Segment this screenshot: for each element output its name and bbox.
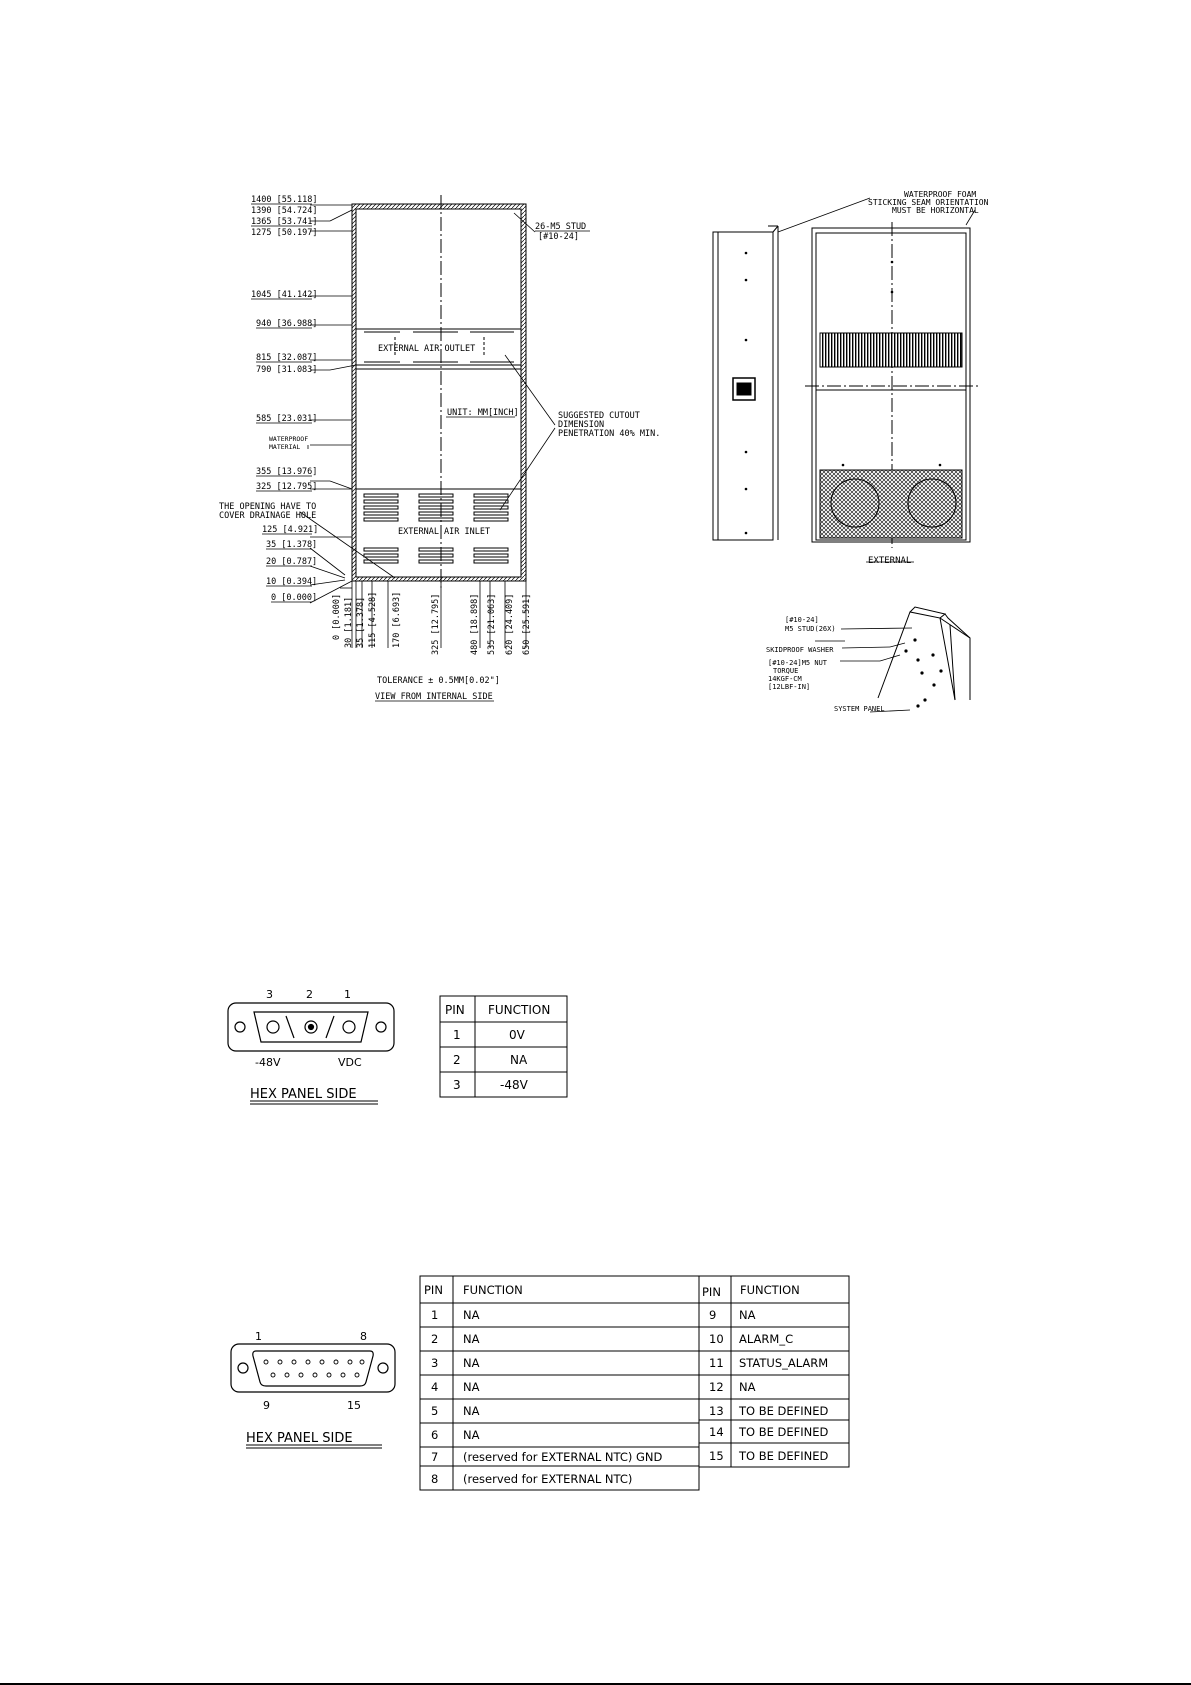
outlet-label: EXTERNAL AIR OUTLET (378, 344, 476, 354)
dim-label: 535 [21.063] (487, 593, 497, 655)
dim-label: 1275 [50.197] (251, 228, 318, 238)
pin-number: 3 (266, 988, 273, 1001)
left-dimension-labels (251, 195, 318, 603)
opening-callout: THE OPENING HAVE TO (219, 502, 317, 512)
dim-label: 620 [24.409] (505, 593, 515, 655)
function-cell: NA (739, 1380, 756, 1394)
table-header: PIN (702, 1285, 721, 1299)
stud-callout: 26-M5 STUD (535, 222, 587, 232)
pin-number: 15 (347, 1399, 361, 1412)
stud-callout-inch: [#10-24] (538, 232, 579, 242)
detail-note: M5 STUD(26X) (785, 625, 836, 633)
dim-label: 125 [4.921] (262, 525, 319, 535)
cutout-callout: PENETRATION 40% MIN. (558, 429, 661, 439)
function-cell: NA (463, 1332, 480, 1346)
pin-cell: 2 (431, 1332, 439, 1346)
cutout-callout: DIMENSION (558, 420, 605, 430)
detail-note: [12LBF-IN] (768, 683, 811, 691)
table-header: PIN (445, 1003, 465, 1017)
pin-cell: 14 (709, 1425, 724, 1439)
voltage-label: VDC (338, 1056, 362, 1069)
dim-label: 650 [25.591] (522, 593, 532, 655)
pin-cell: 6 (431, 1428, 439, 1442)
detail-note: [#10-24]M5 NUT (768, 659, 828, 667)
view-caption: VIEW FROM INTERNAL SIDE (375, 692, 493, 702)
dim-label: 170 [6.693] (392, 591, 402, 648)
table-header: FUNCTION (463, 1283, 523, 1297)
detail-note: 14KGF-CM (768, 675, 802, 683)
pin-cell: 3 (453, 1078, 461, 1092)
pin-number: 1 (344, 988, 351, 1001)
bottom-dimension-labels (332, 592, 532, 655)
waterproof-callout: MATERIAL (269, 443, 301, 451)
function-cell: TO BE DEFINED (739, 1449, 829, 1463)
waterproof-callout: WATERPROOF (269, 435, 309, 443)
function-cell: NA (463, 1428, 480, 1442)
pin-cell: 1 (453, 1028, 461, 1042)
pin-cell: 2 (453, 1053, 461, 1067)
connector-caption: HEX PANEL SIDE (250, 1087, 357, 1102)
tolerance-note: TOLERANCE ± 0.5MM[0.02"] (377, 676, 500, 686)
detail-note: SKIDPROOF WASHER (766, 646, 834, 654)
function-cell: -48V (500, 1078, 528, 1092)
external-view-drawing (713, 198, 980, 562)
pin-number: 2 (306, 988, 313, 1001)
detail-note: TORQUE (773, 667, 799, 675)
dim-label: 355 [13.976] (256, 467, 318, 477)
pin-cell: 4 (431, 1380, 439, 1394)
pin-cell: 5 (431, 1404, 439, 1418)
pin-cell: 8 (431, 1472, 439, 1486)
function-cell: TO BE DEFINED (739, 1404, 829, 1418)
foam-note: STICKING SEAM ORIENTATION (868, 198, 989, 207)
pin-cell: 3 (431, 1356, 439, 1370)
function-cell: NA (463, 1404, 480, 1418)
dim-label: 585 [23.031] (256, 414, 318, 424)
cutout-callout: SUGGESTED CUTOUT (558, 411, 640, 421)
dim-label: 30 [1.181] (344, 596, 354, 648)
function-cell: (reserved for EXTERNAL NTC) GND (463, 1450, 663, 1464)
stud-detail-drawing (815, 607, 970, 712)
table-header: PIN (424, 1283, 443, 1297)
function-cell: NA (739, 1308, 756, 1322)
pin-cell: 7 (431, 1450, 439, 1464)
dim-label: 940 [36.988] (256, 319, 318, 329)
internal-view-drawing (300, 195, 555, 648)
dim-label: 1390 [54.724] (251, 206, 318, 216)
table-header: FUNCTION (740, 1283, 800, 1297)
power-connector (228, 1003, 394, 1051)
pin-cell: 9 (709, 1308, 717, 1322)
function-cell: TO BE DEFINED (739, 1425, 829, 1439)
pin-cell: 13 (709, 1404, 724, 1418)
dim-label: 1365 [53.741] (251, 217, 318, 227)
opening-callout: COVER DRAINAGE HOLE (219, 511, 317, 521)
pin-cell: 1 (431, 1308, 439, 1322)
pin-cell: 10 (709, 1332, 724, 1346)
connector-caption: HEX PANEL SIDE (246, 1431, 353, 1446)
function-cell: NA (463, 1380, 480, 1394)
foam-note: WATERPROOF FOAM (904, 190, 977, 199)
dim-label: 20 [0.787] (266, 557, 318, 567)
dim-label: 0 [0.000] (271, 593, 318, 603)
inlet-label: EXTERNAL AIR INLET (398, 527, 491, 537)
function-cell: STATUS_ALARM (739, 1356, 829, 1370)
dim-label: 790 [31.083] (256, 365, 318, 375)
detail-note: [#10-24] (785, 616, 819, 624)
function-cell: (reserved for EXTERNAL NTC) (463, 1472, 633, 1486)
signal-connector (231, 1344, 395, 1392)
dim-label: 35 [1.378] (266, 540, 318, 550)
pin-cell: 15 (709, 1449, 724, 1463)
pin-cell: 11 (709, 1356, 724, 1370)
pin-cell: 12 (709, 1380, 724, 1394)
function-cell: NA (510, 1053, 528, 1067)
dim-label: 815 [32.087] (256, 353, 318, 363)
pin-number: 1 (255, 1330, 262, 1343)
pin-number: 9 (263, 1399, 270, 1412)
dim-label: 35 [1.378] (356, 596, 366, 648)
dim-label: 10 [0.394] (266, 577, 318, 587)
foam-note: MUST BE HORIZONTAL (892, 206, 979, 215)
dim-label: 115 [4.528] (368, 591, 378, 648)
unit-label: UNIT: MM[INCH] (447, 408, 519, 418)
dim-label: 325 [12.795] (256, 482, 318, 492)
function-cell: NA (463, 1308, 480, 1322)
detail-note: SYSTEM PANEL (834, 705, 885, 713)
function-cell: ALARM_C (739, 1332, 794, 1346)
external-caption: EXTERNAL (868, 556, 912, 566)
dim-label: 325 [12.795] (431, 593, 441, 655)
dim-label: 0 [0.000] (332, 593, 342, 640)
table-header: FUNCTION (488, 1003, 551, 1017)
voltage-label: -48V (255, 1056, 281, 1069)
dim-label: 1045 [41.142] (251, 290, 318, 300)
function-cell: 0V (509, 1028, 525, 1042)
dim-label: 480 [18.898] (470, 593, 480, 655)
dim-label: 1400 [55.118] (251, 195, 318, 205)
function-cell: NA (463, 1356, 480, 1370)
pin-number: 8 (360, 1330, 367, 1343)
